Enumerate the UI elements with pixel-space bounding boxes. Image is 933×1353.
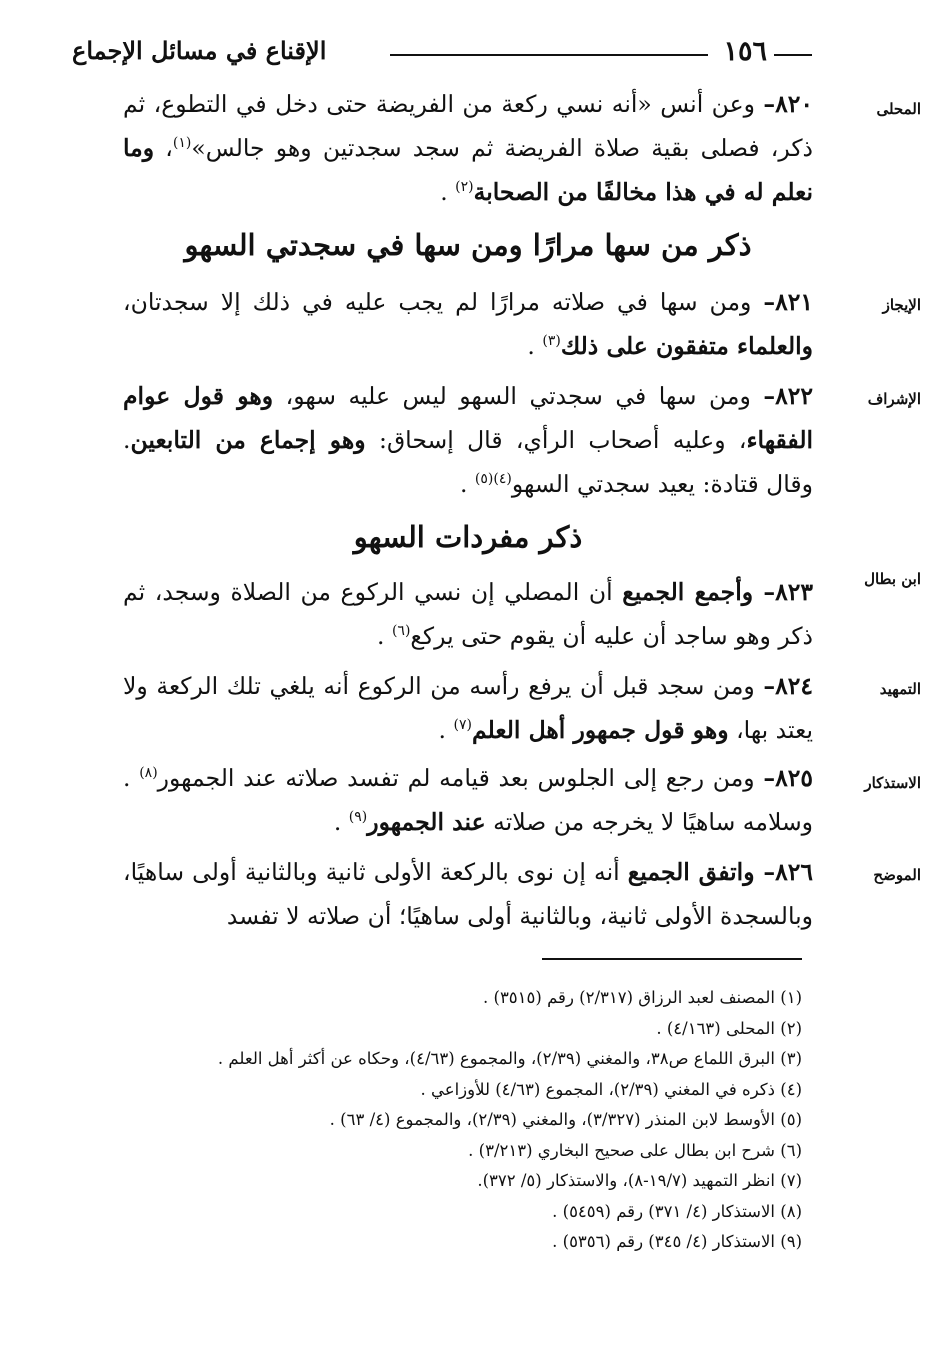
footnote: (٢) المحلى (٤/١٦٣) . — [656, 1018, 802, 1038]
entry-824 — [123, 664, 813, 752]
entry-821 — [123, 280, 813, 368]
entry-826 — [123, 850, 813, 938]
entry-823 — [123, 570, 813, 658]
entry-text-segment: . — [527, 332, 543, 360]
footnote-ref[interactable]: (١) — [172, 135, 192, 152]
source-label: التمهيد — [879, 680, 921, 698]
footnote: (٩) الاستذكار (٤/ ٣٤٥) رقم (٥٣٥٦) . — [552, 1232, 802, 1251]
entry-text-segment: . وسلامه ساهيًا لا يخرجه من صلاته — [123, 764, 813, 836]
entry-text-segment: ومن رجع إلى الجلوس بعد قيامه لم تفسد صلاته عند الجمهور — [157, 764, 764, 792]
footnotes — [82, 983, 802, 1258]
entry-text — [123, 664, 813, 752]
entry-text-segment: . — [438, 716, 454, 744]
entry-number: ٨٢١– — [763, 288, 813, 316]
source-label: الإشراف — [867, 390, 921, 408]
entry-number: ٨٢٥– — [763, 764, 813, 792]
footnote-ref[interactable]: (٤)(٥) — [474, 471, 512, 488]
entry-text-segment: ومن سجد قبل أن يرفع رأسه من الركوع أنه يلغي تلك الركعة ولا يعتد بها، — [123, 672, 813, 744]
entry-number: ٨٢٤– — [763, 672, 813, 700]
footnote: (١) المصنف لعبد الرزاق (٢/٣١٧) رقم (٣٥١٥) . — [483, 988, 802, 1007]
footnote-separator — [542, 958, 802, 960]
source-label: الموضح — [873, 866, 921, 884]
entry-number: ٨٢٠– — [763, 90, 813, 118]
footnote-ref[interactable]: (٩) — [348, 809, 368, 826]
source-label: ابن بطال — [864, 570, 921, 588]
section-heading: ذكر مفردات السهو — [353, 520, 583, 554]
consensus-statement: وهو إجماع من التابعين — [130, 426, 366, 454]
footnote: (٧) انظر التمهيد (١٩/٧-٨)، والاستذكار (٥/ ٣٧٢). — [477, 1171, 802, 1190]
source-label: المحلى — [876, 100, 921, 118]
entry-text-segment: . — [333, 808, 349, 836]
consensus-statement: عند الجمهور — [367, 808, 486, 836]
entry-text-segment: أنه إن نوى بالركعة الأولى ثانية وبالثانية أولى ساهيًا، وبالسجدة الأولى ثانية، وبالثانية أولى ساهيًا؛ أن صلاته لا تفسد — [123, 858, 813, 930]
entry-825 — [123, 756, 813, 844]
consensus-statement: وأجمع الجميع — [622, 578, 764, 606]
consensus-statement: وما نعلم له في هذا مخالفًا من الصحابة — [123, 134, 813, 206]
section-heading: ذكر من سها مرارًا ومن سها في سجدتي السهو — [184, 228, 752, 262]
entry-number: ٨٢٣– — [763, 578, 814, 606]
footnote-ref[interactable]: (٨) — [139, 765, 158, 782]
consensus-statement: والعلماء متفقون على ذلك — [560, 332, 813, 360]
consensus-statement: واتفق الجميع — [627, 858, 764, 886]
entry-text-segment: ومن سها في سجدتي السهو ليس عليه سهو، — [273, 382, 764, 410]
footnote: (٣) البرق اللماع ص٣٨، والمغني (٢/٣٩)، والمجموع (٤/٦٣)، وحكاه عن أكثر أهل العلم . — [217, 1049, 802, 1068]
footnote-ref[interactable]: (٦) — [391, 623, 411, 640]
entry-820 — [123, 82, 813, 214]
entry-text — [123, 756, 813, 844]
page-number: ١٥٦ — [723, 36, 767, 67]
entry-text — [123, 570, 813, 658]
entry-number: ٨٢٢– — [763, 382, 813, 410]
entry-822 — [123, 374, 813, 506]
source-label: الإيجاز — [882, 296, 921, 314]
footnote-ref[interactable]: (٣) — [542, 333, 561, 350]
entry-text-segment: ، وعليه أصحاب الرأي، قال إسحاق: — [365, 426, 747, 454]
entry-text-segment: ، — [154, 134, 173, 162]
consensus-statement: وهو قول جمهور أهل العلم — [471, 716, 729, 744]
entry-text-segment: . — [459, 470, 475, 498]
entry-text-segment: أن المصلي إن نسي الركوع من الصلاة وسجد، ثم ذكر وهو ساجد أن عليه أن يقوم حتى يركع — [123, 578, 813, 650]
header-rule-right — [774, 54, 812, 56]
entry-text — [123, 82, 813, 214]
running-header — [72, 30, 812, 78]
entry-number: ٨٢٦– — [763, 858, 813, 886]
footnote: (٥) الأوسط لابن المنذر (٣/٣٢٧)، والمغني (٢/٣٩)، والمجموع (٤/ ٦٣) . — [329, 1110, 802, 1129]
entry-text-segment: . وقال قتادة: يعيد سجدتي السهو — [123, 426, 813, 498]
entry-text-segment: . — [377, 622, 392, 650]
header-rule-middle — [390, 54, 708, 56]
entry-text — [123, 280, 813, 368]
entry-text — [123, 850, 813, 938]
entry-text — [123, 374, 813, 506]
footnote: (٨) الاستذكار (٤/ ٣٧١) رقم (٥٤٥٩) . — [552, 1201, 802, 1221]
footnote: (٦) شرح ابن بطال على صحيح البخاري (٣/٢١٣) . — [468, 1140, 802, 1160]
entry-text-segment: . — [440, 178, 456, 206]
footnote-ref[interactable]: (٢) — [455, 179, 474, 196]
source-label: الاستذكار — [864, 774, 921, 792]
entry-text-segment: وعن أنس «أنه نسي ركعة من الفريضة حتى دخل في التطوع، ثم ذكر، فصلى بقية صلاة الفريضة ثم سجد سجدتين وهو جالس» — [123, 90, 813, 162]
entry-text-segment: ومن سها في صلاته مرارًا لم يجب عليه في ذلك إلا سجدتان، — [123, 288, 764, 316]
consensus-statement: وهو قول عوام الفقهاء — [123, 382, 814, 454]
footnote: (٤) ذكره في المغني (٢/٣٩)، المجموع (٤/٦٣) للأوزاعي . — [420, 1079, 802, 1099]
footnote-ref[interactable]: (٧) — [453, 717, 472, 734]
book-title: الإقناع في مسائل الإجماع — [72, 36, 327, 65]
